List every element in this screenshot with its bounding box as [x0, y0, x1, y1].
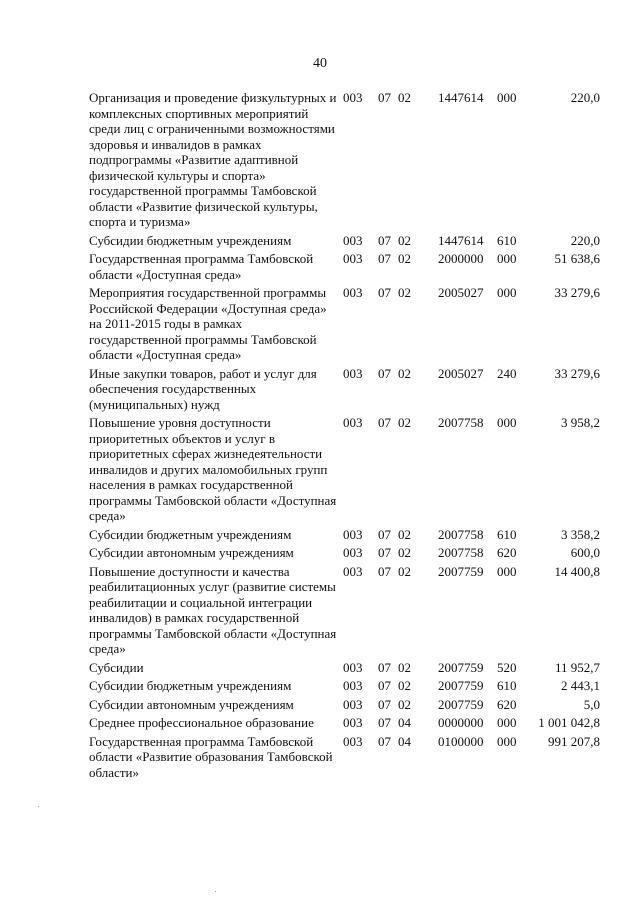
row-admin-code: 003: [343, 733, 363, 749]
page-number: 40: [313, 56, 327, 71]
row-name: Иные закупки товаров, работ и услуг для обеспечения государственных (муниципальных) нужд: [89, 365, 317, 412]
row-expense-code: 000: [497, 563, 517, 579]
row-expense-code: 240: [497, 365, 517, 381]
table-row: [89, 564, 600, 657]
row-expense-code: 000: [497, 715, 517, 730]
row-subsection-code: 02: [398, 90, 411, 105]
row-amount: 11 952,7: [554, 659, 600, 675]
row-admin-code: 003: [343, 715, 363, 730]
row-target-code: 2007758: [438, 526, 484, 542]
row-section-code: 07: [378, 659, 391, 675]
row-admin-code: 003: [343, 678, 363, 693]
row-target-code: 1447614: [438, 232, 484, 248]
scan-speck: [215, 891, 216, 892]
row-name: Государственная программа Тамбовской области «Доступная среда»: [89, 251, 314, 282]
row-expense-code: 610: [497, 678, 517, 693]
scan-speck: [38, 806, 39, 807]
row-expense-code: 520: [497, 659, 517, 675]
row-admin-code: 003: [343, 232, 363, 248]
row-expense-code: 000: [497, 285, 517, 300]
row-subsection-code: 02: [398, 365, 411, 381]
row-name: Повышение уровня доступности приоритетных объектов и услуг в приоритетных сферах жизнедеятельности инвалидов и других маломобильных групп населения в рамках государственной программы Тамбовской области «Доступная среда»: [89, 415, 337, 523]
row-expense-code: 610: [497, 232, 517, 248]
table-row: [89, 233, 600, 249]
row-name: Среднее профессиональное образование: [89, 715, 314, 730]
table-row: [89, 285, 600, 363]
row-subsection-code: 04: [398, 715, 411, 730]
row-target-code: 2007759: [438, 696, 484, 712]
row-subsection-code: 02: [398, 696, 411, 712]
row-amount: 220,0: [570, 90, 600, 105]
row-section-code: 07: [378, 232, 391, 248]
row-section-code: 07: [378, 715, 391, 730]
table-row: [89, 697, 600, 713]
row-name: Организация и проведение физкультурных и комплексных спортивных мероприятий среди лиц с ограниченными возможностями здоровья и инвалидов в рамках подпрограммы «Развитие адаптивной физической культуры и спорта» государственной программы Тамбовской области «Развитие физической культуры, спорта и туризма»: [89, 90, 337, 229]
row-expense-code: 620: [497, 545, 517, 560]
row-amount: 2 443,1: [561, 678, 600, 693]
row-admin-code: 003: [343, 696, 363, 712]
row-name: Мероприятия государственной программы Российской Федерации «Доступная среда» на 2011-2015 годы в рамках государственной программы Тамбовской области «Доступная среда»: [89, 285, 327, 362]
row-name: Субсидии автономным учреждениям: [89, 545, 294, 560]
row-expense-code: 620: [497, 696, 517, 712]
table-row: [89, 366, 600, 413]
row-section-code: 07: [378, 90, 391, 105]
row-amount: 1 001 042,8: [538, 715, 600, 730]
row-name: Государственная программа Тамбовской области «Развитие образования Тамбовской области»: [89, 733, 333, 780]
row-section-code: 07: [378, 678, 391, 693]
row-subsection-code: 02: [398, 563, 411, 579]
row-section-code: 07: [378, 285, 391, 300]
row-subsection-code: 02: [398, 232, 411, 248]
row-expense-code: 000: [497, 251, 517, 266]
table-row: [89, 527, 600, 543]
row-subsection-code: 02: [398, 678, 411, 693]
row-section-code: 07: [378, 733, 391, 749]
table-row: [89, 415, 600, 524]
row-admin-code: 003: [343, 90, 363, 105]
row-amount: 3 358,2: [561, 526, 600, 542]
table-row: [89, 734, 600, 781]
row-amount: 220,0: [570, 232, 600, 248]
row-expense-code: 000: [497, 415, 517, 430]
row-section-code: 07: [378, 415, 391, 430]
row-target-code: 2000000: [438, 251, 484, 266]
row-amount: 991 207,8: [548, 733, 600, 749]
row-target-code: 1447614: [438, 90, 484, 105]
row-amount: 600,0: [570, 545, 600, 560]
row-target-code: 2005027: [438, 365, 484, 381]
row-admin-code: 003: [343, 415, 363, 430]
row-subsection-code: 02: [398, 251, 411, 266]
table-row: [89, 660, 600, 676]
row-subsection-code: 02: [398, 545, 411, 560]
row-name: Субсидии: [89, 659, 144, 675]
row-target-code: 2005027: [438, 285, 484, 300]
row-section-code: 07: [378, 545, 391, 560]
table-row: [89, 251, 600, 282]
row-section-code: 07: [378, 563, 391, 579]
row-amount: 33 279,6: [554, 365, 600, 381]
row-amount: 3 958,2: [561, 415, 600, 430]
row-name: Субсидии бюджетным учреждениям: [89, 678, 292, 693]
table-row: [89, 90, 600, 230]
row-target-code: 0100000: [438, 733, 484, 749]
row-target-code: 0000000: [438, 715, 484, 730]
row-name: Субсидии бюджетным учреждениям: [89, 526, 292, 542]
row-name: Повышение доступности и качества реабилитационных услуг (развитие системы реабилитации и социальной интеграции инвалидов) в рамках государственной программы Тамбовской области «Доступная среда»: [89, 563, 337, 656]
row-amount: 5,0: [583, 696, 600, 712]
row-target-code: 2007758: [438, 415, 484, 430]
row-subsection-code: 02: [398, 526, 411, 542]
row-admin-code: 003: [343, 365, 363, 381]
row-section-code: 07: [378, 526, 391, 542]
table-row: [89, 545, 600, 561]
row-amount: 33 279,6: [554, 285, 600, 300]
row-subsection-code: 02: [398, 659, 411, 675]
row-section-code: 07: [378, 251, 391, 266]
row-target-code: 2007759: [438, 659, 484, 675]
row-subsection-code: 02: [398, 285, 411, 300]
row-admin-code: 003: [343, 285, 363, 300]
row-target-code: 2007759: [438, 563, 484, 579]
row-admin-code: 003: [343, 659, 363, 675]
budget-table: [89, 90, 600, 783]
row-target-code: 2007758: [438, 545, 484, 560]
row-target-code: 2007759: [438, 678, 484, 693]
row-admin-code: 003: [343, 251, 363, 266]
row-section-code: 07: [378, 365, 391, 381]
row-name: Субсидии бюджетным учреждениям: [89, 232, 292, 248]
row-admin-code: 003: [343, 545, 363, 560]
row-expense-code: 000: [497, 733, 517, 749]
row-amount: 14 400,8: [554, 563, 600, 579]
row-expense-code: 000: [497, 90, 517, 105]
row-section-code: 07: [378, 696, 391, 712]
row-name: Субсидии автономным учреждениям: [89, 696, 294, 712]
table-row: [89, 715, 600, 731]
row-subsection-code: 02: [398, 415, 411, 430]
row-amount: 51 638,6: [554, 251, 600, 266]
row-expense-code: 610: [497, 526, 517, 542]
row-admin-code: 003: [343, 526, 363, 542]
row-subsection-code: 04: [398, 733, 411, 749]
row-admin-code: 003: [343, 563, 363, 579]
table-row: [89, 678, 600, 694]
